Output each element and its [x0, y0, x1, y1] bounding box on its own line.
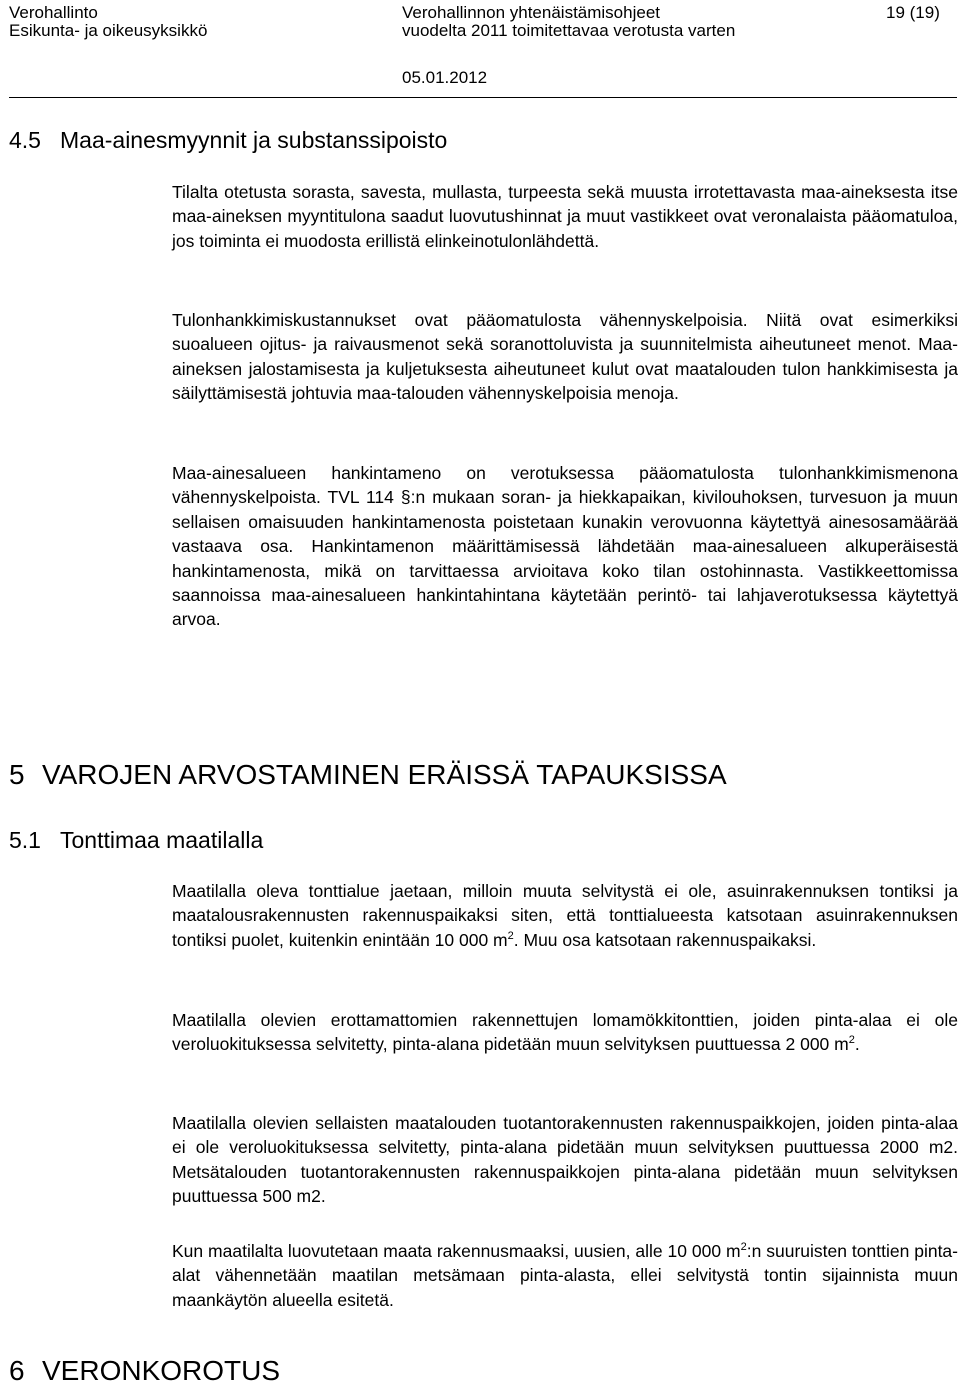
chapter-title: VERONKOROTUS [42, 1355, 281, 1386]
section-number: 4.5 [9, 127, 41, 153]
paragraph: Tulonhankkimiskustannukset ovat pääomatulosta vähennyskelpoisia. Niitä ovat esimerkiksi suoalueen ojitus- ja raivausmenot sekä soranottoluvista ja suunnitelmista aiheutuneet menot. Maa-aineksen jalostamisesta ja kuljetuksesta aiheutuneet kulut ovat maatalouden tulon hankkimisesta ja säilyttämisestä johtuvia maa-talouden vähennyskelpoisia menoja. [172, 310, 958, 404]
paragraph: Maatilalla olevien sellaisten maatalouden tuotantorakennusten rakennuspaikkojen, joiden pinta-alaa ei ole veroluokituksessa selvitetty, pinta-alana pidetään muun selvityksen puuttuessa 2000 m2. Metsätalouden tuotantorakennusten rakennuspaikkojen pinta-alana pidetään muun selvityksen puuttuessa 500 m2. [172, 1113, 958, 1207]
paragraph: Maatilalla oleva tonttialue jaetaan, milloin muuta selvitystä ei ole, asuinrakennuksen tontiksi ja maatalousrakennusten rakennuspaikaksi siten, että tonttialueesta katsotaan asuinrakennuksen tontiksi puolet, kuitenkin enintään 10 000 $m^2$. Muu osa katsotaan rakennuspaikaksi. [172, 881, 958, 950]
paragraph: Maa-ainesalueen hankintameno on verotuksessa pääomatulosta tulonhankkimismenona vähennyskelpoista. TVL 114 §:n mukaan soran- ja hiekkapaikan, kivilouhoksen, turvesuon ja muun sellaisen omaisuuden hankintamenosta poistetaan kunakin verovuonna käytettyä ainesosamäärää vastaava osa. Hankintamenon määrittämisessä lähdetään maa-ainesalueen alkuperäisestä hankintamenosta, mikä on tarvittaessa arvioitava koko tilan ostohinnasta. Vastikkeettomissa saannoissa maa-ainesalueen hankintahintana käytetään perintö- tai lahjaverotuksessa käytettyä arvoa. [172, 463, 958, 630]
header-organization: Verohallinto [9, 3, 98, 22]
chapter-number: 6 [9, 1355, 25, 1386]
header-document-title: Verohallinnon yhtenäistämisohjeet [402, 3, 661, 22]
paragraph: Tilalta otetusta sorasta, savesta, mullasta, turpeesta sekä muusta irrotettavasta maa-aineksesta itse maa-aineksen myyntitulona saadut luovutushinnat ja muut vastikkeet ovat veronalaista pääomatuloa, jos toiminta ei muodosta erillistä elinkeinotulonlähdettä. [172, 182, 958, 251]
paragraph: Kun maatilalta luovutetaan maata rakennusmaaksi, uusien, alle 10 000 $m^2:n$ suuruisten tonttien pinta-alat vähennetään maatilan metsämaan pinta-alasta, ellei selvitystä tontin sijainnista muun maankäytön alueella esitetä. [172, 1241, 958, 1310]
section-title: Tonttimaa maatilalla [60, 827, 264, 853]
header-date: 05.01.2012 [402, 68, 488, 87]
header-divider [9, 97, 957, 98]
chapter-5-heading [9, 759, 727, 791]
chapter-number: 5 [9, 759, 25, 790]
section-title: Maa-ainesmyynnit ja substanssipoisto [60, 127, 448, 153]
header-document-subtitle: vuodelta 2011 toimitettavaa verotusta varten [402, 21, 736, 40]
section-4-5-heading [9, 126, 447, 154]
chapter-6-heading [9, 1355, 280, 1387]
chapter-title: VAROJEN ARVOSTAMINEN ERÄISSÄ TAPAUKSISSA [42, 759, 727, 790]
section-number: 5.1 [9, 827, 41, 853]
header-unit: Esikunta- ja oikeusyksikkö [9, 21, 208, 40]
header-page-number: 19 (19) [886, 3, 940, 22]
paragraph: Maatilalla olevien erottamattomien rakennettujen lomamökkitonttien, joiden pinta-alaa ei ole veroluokituksessa selvitetty, pinta-alana pidetään muun selvityksen puuttuessa 2 000 $m^2$. [172, 1010, 958, 1055]
section-5-1-heading [9, 826, 263, 854]
